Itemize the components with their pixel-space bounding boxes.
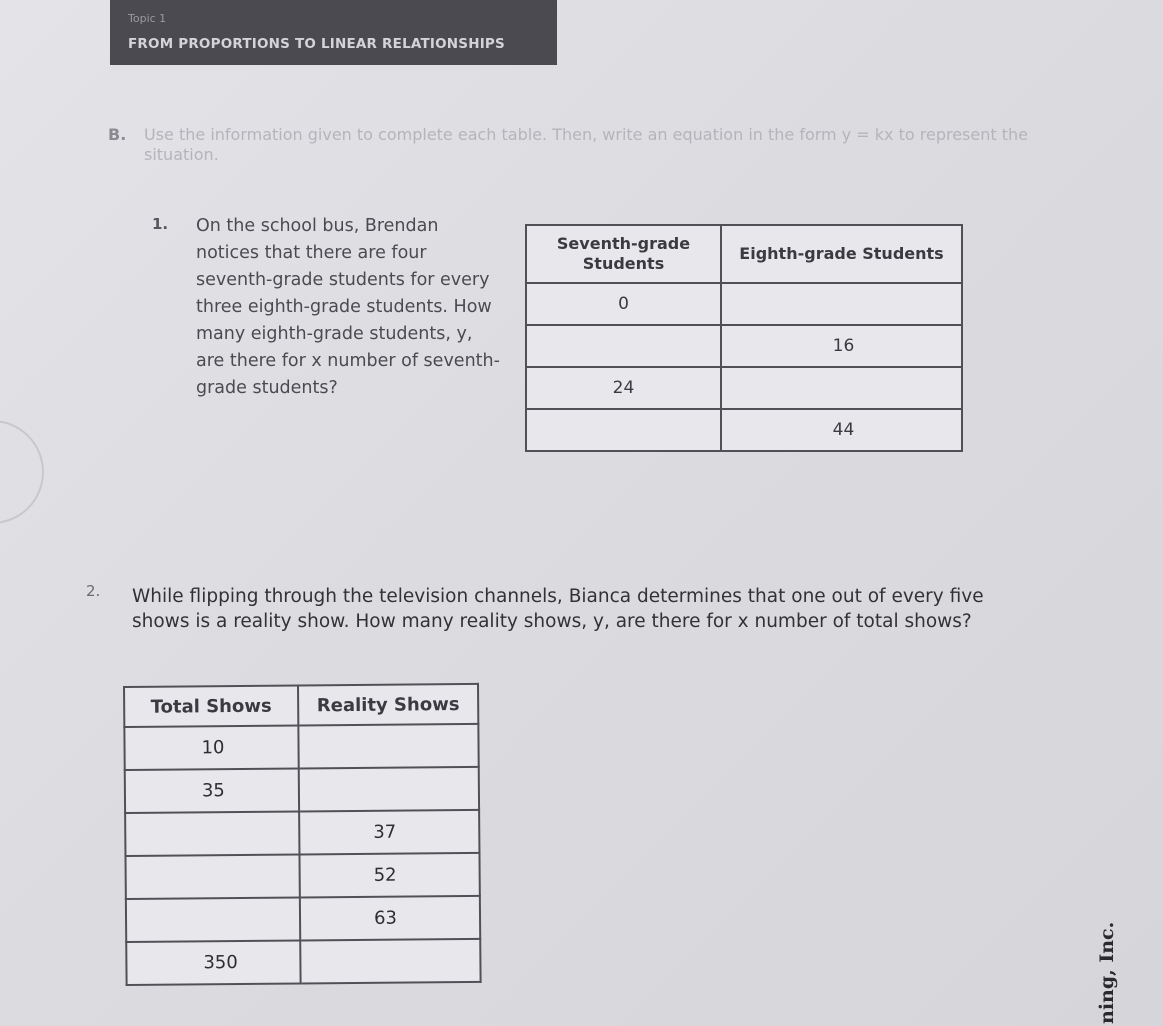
table-cell[interactable]: 35 (125, 768, 299, 813)
question-1-text: On the school bus, Brendan notices that there are four seventh-grade students for every three eighth-grade students. How many eighth-grade students, y, are there for x number of seventh-grade students? (196, 216, 500, 398)
question-2-text: While flipping through the television channels, Bianca determines that one out of every five shows is a reality show. How many reality shows, y, are there for x number of total shows? (132, 586, 984, 632)
table-cell[interactable]: 44 (721, 409, 962, 451)
column-header-reality-shows: Reality Shows (298, 684, 478, 726)
table-row (526, 283, 962, 325)
table-row (125, 767, 479, 813)
table-cell[interactable] (721, 367, 962, 409)
table-cell[interactable] (299, 767, 479, 812)
table-cell[interactable] (721, 283, 962, 325)
column-header-total-shows: Total Shows (124, 685, 298, 727)
instructions (108, 125, 1048, 165)
table-cell[interactable]: 24 (526, 367, 721, 409)
table-cell[interactable]: 0 (526, 283, 721, 325)
section-letter: B. (108, 125, 127, 144)
column-header-eighth-grade: Eighth-grade Students (721, 225, 962, 283)
publisher-footer: ning, Inc. (1096, 921, 1118, 1024)
table-row (526, 409, 962, 451)
question-1-number: 1. (152, 215, 169, 233)
table-row (125, 853, 479, 899)
table-cell[interactable] (300, 939, 480, 984)
instructions-text: Use the information given to complete each table. Then, write an equation in the form y = kx to represent the situation. (144, 125, 1028, 164)
question-2-table (123, 683, 482, 986)
table-cell[interactable]: 16 (721, 325, 962, 367)
table-row (126, 939, 480, 985)
table-row (126, 896, 480, 942)
table-row (125, 810, 479, 856)
question-2-number: 2. (86, 582, 101, 600)
table-cell[interactable]: 37 (299, 810, 479, 855)
table-cell[interactable]: 10 (124, 725, 298, 770)
column-header-seventh-grade: Seventh-grade Students (526, 225, 721, 283)
table-cell[interactable] (125, 854, 299, 899)
table-row (526, 325, 962, 367)
topic-heading: FROM PROPORTIONS TO LINEAR RELATIONSHIPS (128, 36, 505, 52)
table-cell[interactable] (298, 724, 478, 769)
topic-label: Topic 1 (128, 12, 167, 25)
table-cell[interactable] (526, 325, 721, 367)
table-row (526, 367, 962, 409)
table-cell[interactable] (126, 897, 300, 942)
table-cell[interactable]: 52 (299, 853, 479, 898)
table-row (124, 724, 478, 770)
topic-banner (110, 0, 557, 65)
table-cell[interactable] (125, 811, 299, 856)
table-cell[interactable] (526, 409, 721, 451)
question-1-table (525, 224, 963, 452)
table-header-row (526, 225, 962, 283)
binder-hole (0, 420, 44, 524)
table-header-row (124, 684, 478, 727)
table-cell[interactable]: 63 (300, 896, 480, 941)
table-cell[interactable]: 350 (126, 940, 300, 985)
